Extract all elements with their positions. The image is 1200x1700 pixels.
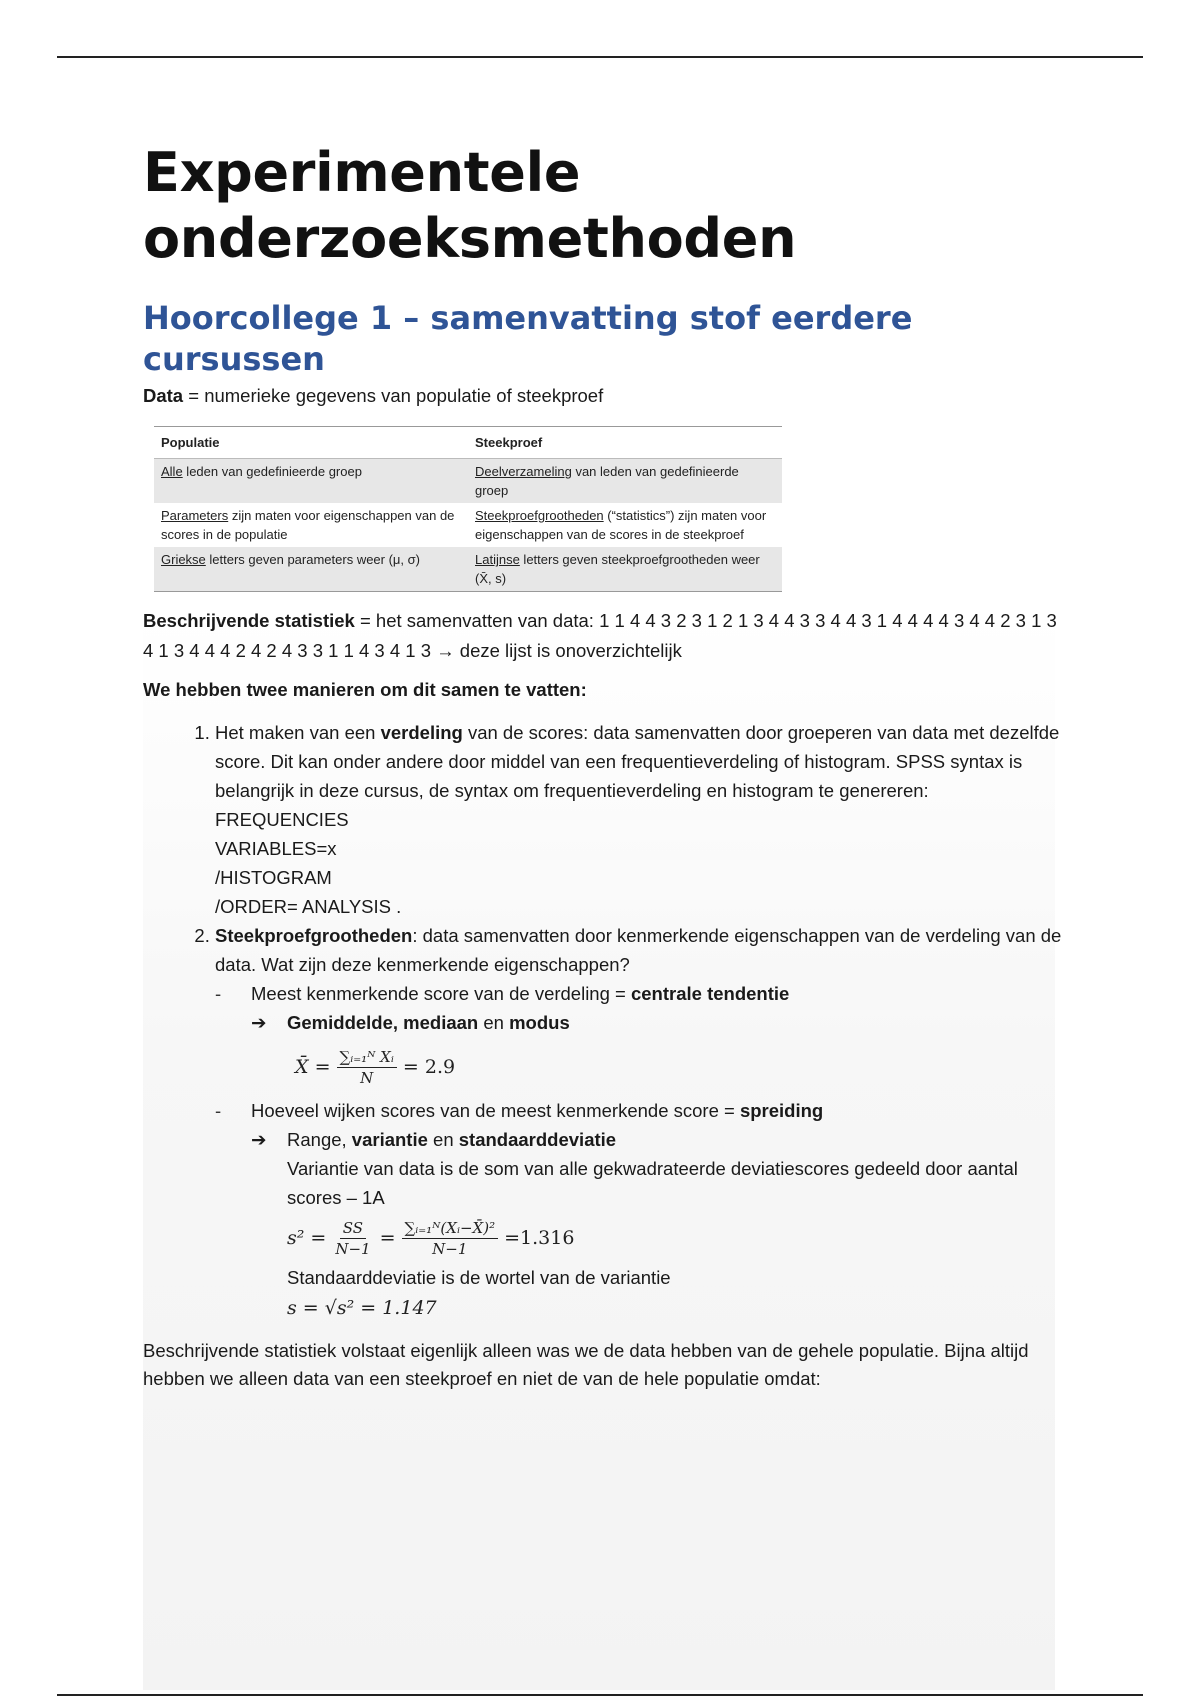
table-row [154, 459, 782, 504]
document-title: Experimentele onderzoeksmethoden [143, 141, 797, 270]
arrow-line [251, 1125, 1063, 1323]
fraction-denominator: N [360, 1069, 374, 1087]
descr-term: Beschrijvende statistiek [143, 610, 355, 631]
arrow-pre: Range, [287, 1129, 352, 1150]
underlined-term: Alle [161, 464, 183, 479]
cell-text: leden van gedefinieerde groep [182, 464, 362, 479]
table-header-row [154, 427, 782, 459]
spss-syntax-line: VARIABLES=x [215, 838, 337, 859]
spss-syntax-line: /HISTOGRAM [215, 867, 332, 888]
table-header-steekproef: Steekproef [475, 435, 543, 450]
formula-lhs: X̄ = [295, 1056, 331, 1078]
population-sample-table [154, 426, 782, 592]
sd-formula: s = √s² = 1.147 [287, 1297, 437, 1319]
formula-fraction [337, 1047, 397, 1088]
formula-rhs: =1.316 [504, 1227, 575, 1249]
fraction-denominator: N−1 [335, 1240, 371, 1258]
sub1-text: Meest kenmerkende score van de verdeling = [251, 983, 631, 1004]
cell-text: (“statistics”) zijn maten voor eigenschappen van de scores in de steekproef [475, 508, 767, 542]
list-item [215, 921, 1063, 1323]
arrow-mid: en [427, 1129, 459, 1150]
table-cell [468, 547, 782, 592]
data-definition [143, 382, 1063, 410]
sd-text: Standaarddeviatie is de wortel van de variantie [287, 1267, 671, 1288]
underlined-term: Griekse [161, 552, 206, 567]
sub-list-item [215, 979, 1063, 1088]
spss-syntax-line: /ORDER= ANALYSIS . [215, 896, 402, 917]
mean-formula [295, 1047, 1063, 1088]
fraction-numerator: ∑ᵢ₌₁ᴺ(Xᵢ−X̄)² [402, 1218, 499, 1239]
two-ways-heading [143, 676, 1063, 704]
bottom-rule [57, 1694, 1143, 1696]
data-def-text: = numerieke gegevens van populatie of steekproef [183, 385, 604, 406]
table-cell [468, 459, 782, 504]
cell-text: letters geven steekproefgrootheden weer (X̄, s) [475, 552, 760, 586]
formula-fraction [332, 1218, 373, 1259]
underlined-term: Parameters [161, 508, 229, 523]
table-cell [468, 503, 782, 547]
item1-post: van de scores: data samenvatten door groeperen van data met dezelfde score. Dit kan onder andere door middel van een frequentieverdeling of histogram. SPSS syntax is belangrijk in deze cursus, de syntax om frequentieverdeling en histogram te genereren: [215, 722, 1060, 801]
document-body [143, 140, 1063, 1393]
table-cell [154, 459, 468, 504]
descriptive-stats-paragraph [143, 606, 1063, 666]
formula-rhs: = 2.9 [402, 1056, 456, 1078]
fraction-numerator: ∑ᵢ₌₁ᴺ Xᵢ [337, 1047, 397, 1068]
formula-lhs: s² = [287, 1227, 327, 1249]
summary-methods-list [143, 718, 1063, 1323]
item2-bold: Steekproefgrootheden [215, 925, 413, 946]
table-cell [154, 503, 468, 547]
cell-text: letters geven parameters weer (μ, σ) [205, 552, 420, 567]
sub1-bold: centrale tendentie [630, 983, 790, 1004]
arrow-right-icon: ➔ [251, 1129, 267, 1150]
formula-fraction [402, 1218, 499, 1259]
cell-text: zijn maten voor eigenschappen van de scores in de populatie [161, 508, 455, 542]
underlined-term: Latijnse [475, 552, 520, 567]
item2-post: : data samenvatten door kenmerkende eigenschappen van de verdeling van de data. Wat zijn deze kenmerkende eigenschappen? [215, 925, 1062, 975]
formula-equals: = [379, 1227, 396, 1249]
table-cell [154, 547, 468, 592]
arrow-line [251, 1008, 1063, 1088]
variance-formula [287, 1218, 1063, 1259]
arrow-bold-2: standaarddeviatie [458, 1129, 617, 1150]
sub2-text: Hoeveel wijken scores van de meest kenmerkende score = [251, 1100, 740, 1121]
sub2-bold: spreiding [739, 1100, 824, 1121]
sub-list [215, 979, 1063, 1323]
item1-bold: verdeling [380, 722, 463, 743]
item1-pre: Het maken van een [215, 722, 381, 743]
variance-text: Variantie van data is de som van alle gekwadrateerde deviatiescores gedeeld door aantal scores – 1A [287, 1158, 1018, 1208]
spss-syntax-line: FREQUENCIES [215, 809, 349, 830]
table-header-populatie: Populatie [161, 435, 220, 450]
list-item [215, 718, 1063, 921]
arrow-right-icon: ➔ [251, 1012, 267, 1033]
descr-text: = het samenvatten van data: 1 1 4 4 3 2 3 1 2 1 3 4 4 3 3 4 4 3 1 4 4 4 4 3 4 4 2 3 1 3 4 1 3 4 4 4 2 4 2 4 3 3 1 1 4 3 4 1 3 → deze lijst is onoverzichtelijk [143, 610, 1057, 661]
fraction-numerator: SS [340, 1218, 366, 1239]
table-row [154, 503, 782, 547]
arrow-bold-1: variantie [351, 1129, 428, 1150]
closing-paragraph: Beschrijvende statistiek volstaat eigenlijk alleen was we de data hebben van de gehele populatie. Bijna altijd hebben we alleen data van een steekproef en niet de van de hele populatie omdat: [143, 1340, 1029, 1389]
arrow-bold-1: Gemiddelde, mediaan [287, 1012, 479, 1033]
data-term: Data [143, 385, 184, 406]
section-heading: Hoorcollege 1 – samenvatting stof eerdere cursussen [143, 299, 913, 378]
underlined-term: Deelverzameling [475, 464, 572, 479]
arrow-bold-2: modus [509, 1012, 570, 1033]
cell-text: van leden van gedefinieerde groep [475, 464, 739, 498]
two-ways-text: We hebben twee manieren om dit samen te vatten: [143, 679, 587, 700]
arrow-mid: en [478, 1012, 510, 1033]
top-rule [57, 56, 1143, 58]
underlined-term: Steekproefgrootheden [475, 508, 604, 523]
table-row [154, 547, 782, 592]
sub-list-item [215, 1096, 1063, 1323]
fraction-denominator: N−1 [432, 1240, 468, 1258]
